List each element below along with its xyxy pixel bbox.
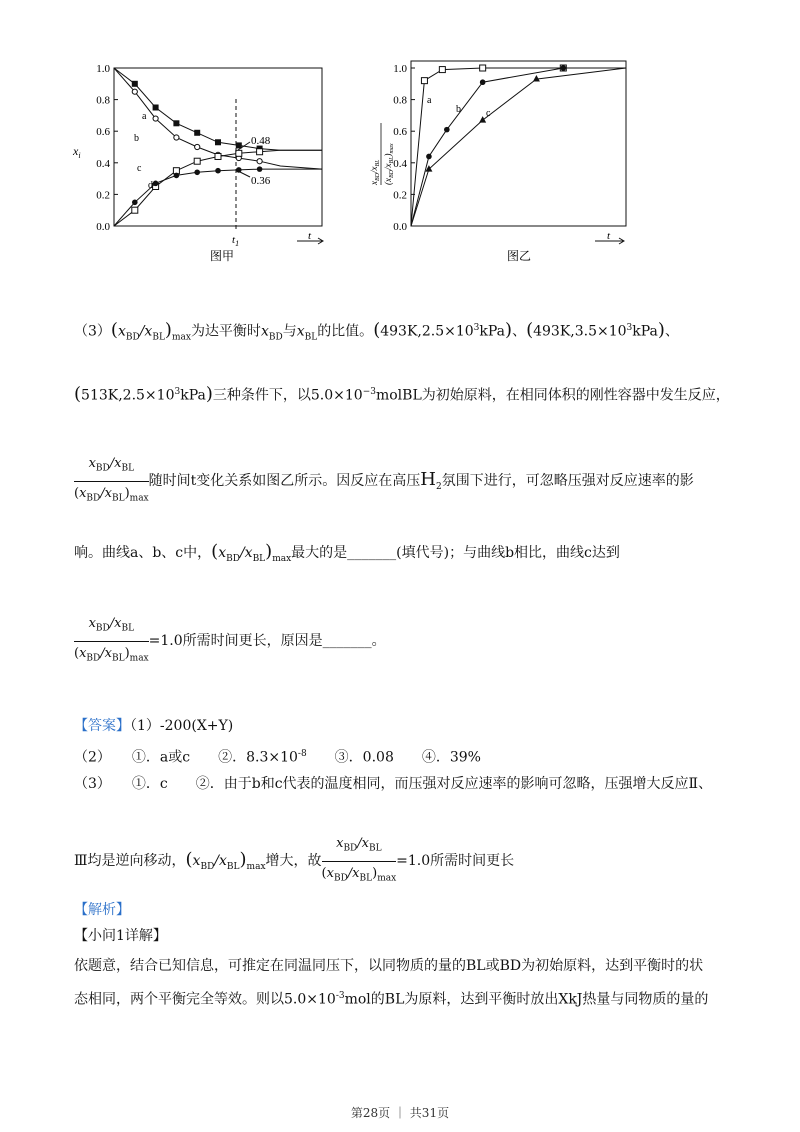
x-axis-label: t: [308, 230, 312, 242]
q3-line1: $(3)(x_{BD}/x_{BL})_{max}$为达平衡时$x_{BD}$与$x_{BL}$的比值。$(493K,2.5\times 10^3kPa)$、$(493K,3.5\times 10^3kPa)$、: [74, 319, 679, 343]
data-point: [215, 153, 221, 159]
data-point: [426, 154, 432, 160]
chart-right: [355, 55, 645, 270]
data-point: [153, 116, 158, 121]
q3-line2: $(513K,2.5\times 10^3kPa)$三种条件下，以$5.0\times 10^{-3}molBL$为初始原料，在相同体积的刚性容器中发生反应，: [74, 383, 730, 405]
y-axis-label: $x_i$: [73, 144, 81, 160]
explanation-line2: 态相同，两个平衡完全等效。则以$5.0\times 10^{-3}mol$的BL为原料，达到平衡时放出XkJ热量与同物质的量的: [74, 991, 709, 1008]
data-point: [195, 144, 200, 149]
svg-text:xBD/xBL: $x_{BD}/x_{BL}$: [369, 159, 381, 185]
y-tick-label: 0.4: [393, 157, 407, 170]
q3-line3: $\frac{x_{BD}/x_{BL}}{(x_{BD}/x_{BL})_{max}}$ 随时间t变化关系如图乙所示。因反应在高压$H_2$氛围下进行，可忽略压强对反应速率的影: [74, 454, 694, 508]
annot-036: 0.36: [251, 175, 271, 187]
data-point: [480, 79, 486, 85]
series-line-d: [114, 169, 322, 226]
data-point: [257, 149, 263, 155]
subquestion-1-heading: 【小问1详解】: [74, 928, 167, 944]
data-point: [132, 200, 138, 206]
series-line-c: [114, 150, 322, 226]
y-axis-label: [369, 123, 395, 186]
plot-frame: [411, 61, 626, 226]
y-tick-label: 1.0: [96, 63, 110, 75]
data-point: [194, 169, 200, 175]
y-ticks: [96, 63, 118, 233]
y-tick-label: 0.4: [96, 157, 110, 170]
data-point: [153, 105, 159, 111]
y-tick-label: 0.8: [96, 94, 110, 107]
data-point: [132, 81, 138, 87]
chart-left: [70, 55, 340, 270]
plot-frame: [114, 68, 322, 226]
y-tick-label: 0.2: [393, 189, 407, 202]
q3-line4: 响。曲线a、b、c中，$(x_{BD}/x_{BL})_{max}$最大的是_______(填代号)；与曲线b相比，曲线c达到: [74, 541, 620, 564]
data-point: [215, 168, 221, 174]
answer-line1: 【答案】（1）-200(X+Y): [74, 718, 234, 734]
data-point: [560, 65, 566, 71]
answer-line3: （3） ①．c ②．由于b和c代表的温度相同，而压强对反应速率的影响可忽略，压强增大反应Ⅱ、: [74, 776, 713, 792]
data-point: [480, 65, 486, 71]
curve-label-b: b: [134, 133, 139, 144]
curve-label-c: c: [137, 163, 142, 174]
y-tick-label: 0.6: [96, 126, 110, 139]
data-point: [421, 78, 427, 84]
curves: [411, 65, 626, 226]
y-tick-label: 0.8: [393, 94, 407, 107]
y-tick-label: 0.2: [96, 189, 110, 202]
data-point: [153, 181, 159, 187]
data-point: [173, 120, 179, 126]
analysis-heading: 【解析】: [74, 902, 130, 918]
data-point: [174, 135, 179, 140]
data-point: [215, 139, 221, 145]
curves: [114, 68, 322, 226]
data-point: [439, 67, 445, 73]
data-point: [257, 159, 262, 164]
series-line-b: [411, 68, 626, 226]
chart-caption-left: 图甲: [210, 249, 235, 263]
curve-label-d: d: [148, 180, 153, 191]
curve-label-b: b: [456, 104, 461, 115]
data-point: [132, 89, 137, 94]
x-axis-label: t: [607, 230, 611, 242]
curve-label-a: a: [142, 111, 147, 122]
annot-048: 0.48: [251, 135, 271, 147]
series-line-a: [411, 68, 626, 226]
data-point: [132, 207, 138, 213]
data-point: [257, 166, 263, 172]
y-tick-label: 0.6: [393, 126, 407, 139]
y-tick-label: 0.0: [393, 221, 407, 233]
curve-label-c: c: [486, 108, 491, 119]
answer-line2: （2） ①．a或c ②．$8.3\times 10^{-8}$ ③．0.08 ④．39%: [74, 749, 481, 766]
ratio-fraction: $\frac{x_{BD}/x_{BL}}{(x_{BD}/x_{BL})_{max}}$: [321, 836, 397, 884]
chart-caption-right: 图乙: [507, 249, 532, 263]
data-point: [236, 150, 242, 156]
data-point: [194, 130, 200, 136]
page-footer: 第28页 ｜ 共31页: [350, 1106, 450, 1120]
annot-arrow-bottom: [238, 171, 250, 177]
svg-text:(xBD/xBL)max: $(x_{BD}/x_{BL})_{max}$: [383, 143, 395, 185]
y-tick-label: 0.0: [96, 221, 110, 233]
curve-label-a: a: [427, 95, 432, 106]
ratio-fraction: $\frac{x_{BD}/x_{BL}}{(x_{BD}/x_{BL})_{max}}$: [74, 456, 149, 504]
q3-line5: $\frac{x_{BD}/x_{BL}}{(x_{BD}/x_{BL})_{max}}$ =1.0所需时间更长，原因是_______。: [74, 614, 386, 668]
t1-label: $t_1$: [232, 234, 240, 248]
series-line-a: [114, 68, 322, 150]
y-tick-label: 1.0: [393, 63, 407, 75]
y-ticks: [393, 63, 415, 233]
explanation-line1: 依题意，结合已知信息，可推定在同温同压下，以同物质的量的BL或BD为初始原料，达到平衡时的状: [74, 958, 704, 974]
data-point: [194, 158, 200, 164]
answer-line4: Ⅲ均是逆向移动，$(x_{BD}/x_{BL})_{max}$增大，故 $\frac{x_{BD}/x_{BL}}{(x_{BD}/x_{BL})_{max}}$ =1.0所需时间更长: [74, 834, 514, 888]
ratio-fraction: $\frac{x_{BD}/x_{BL}}{(x_{BD}/x_{BL})_{max}}$: [74, 616, 149, 664]
data-point: [174, 173, 180, 179]
data-point: [444, 127, 450, 133]
series-line-c: [411, 68, 626, 226]
